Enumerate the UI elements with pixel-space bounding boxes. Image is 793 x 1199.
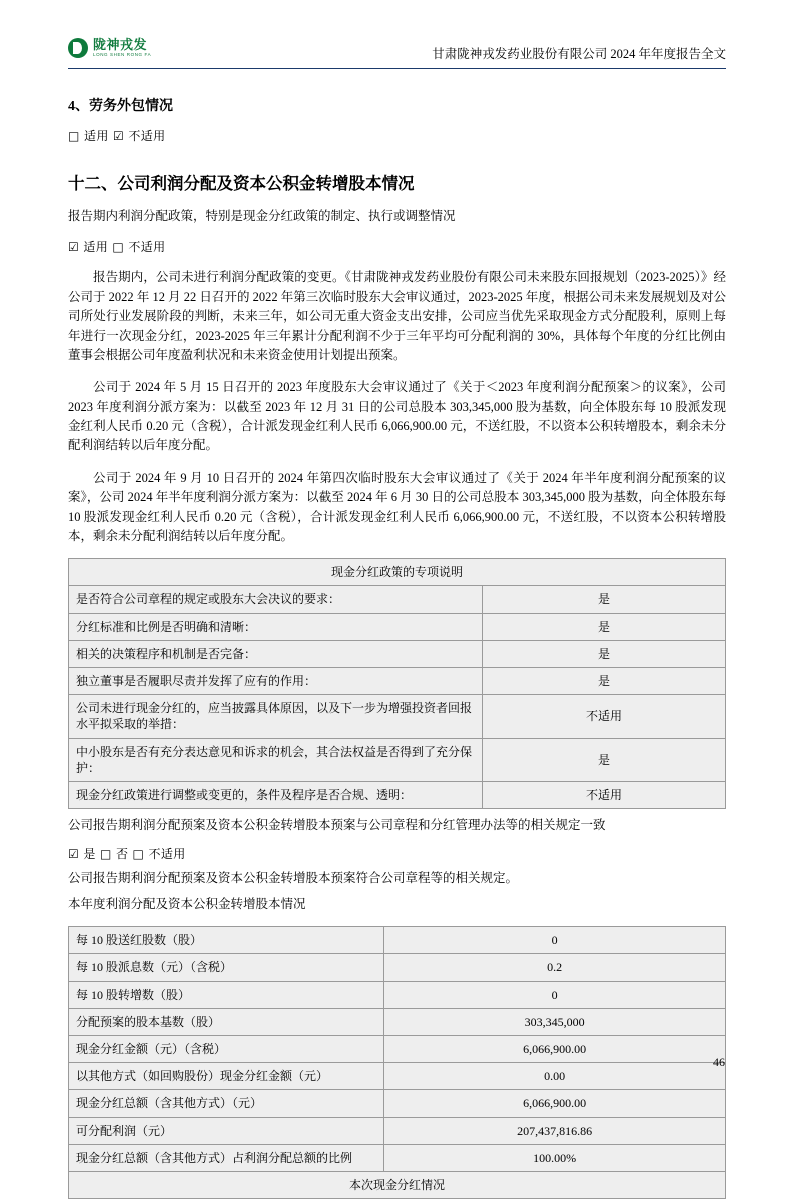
table-row bbox=[69, 640, 726, 667]
report-title: 甘肃陇神戎发药业股份有限公司 2024 年年度报告全文 bbox=[432, 47, 726, 61]
plan-consistency-applicability[interactable]: ☑ 是 □ 否 □ 不适用 bbox=[68, 846, 186, 861]
profit-paragraph-2: 公司于 2024 年 5 月 15 日召开的 2023 年度股东大会审议通过了《关于＜2023 年度利润分配预案＞的议案》，公司 2023 年度利润分派方案为：以截至 2023 年 12 月 31 日的公司总股本 303,345,000 股为基数，向全体股东每 10 股派发现金红利人民币 0.20 元（含税），合计派发现金红利人民币 6,066,900.00 元，不送红股，不以资本公积转增股本，剩余未分配利润结转以后年度分配。 bbox=[68, 380, 726, 453]
table-row bbox=[69, 1063, 726, 1090]
page-number: 46 bbox=[713, 1055, 725, 1069]
document-header bbox=[68, 38, 726, 69]
table-row bbox=[69, 1117, 726, 1144]
dividend-label: 现金分红金额（元）（含税） bbox=[69, 1036, 384, 1063]
profit-paragraph-3: 公司于 2024 年 9 月 10 日召开的 2024 年第四次临时股东大会审议通过了《关于 2024 年半年度利润分配预案的议案》，公司 2024 年半年度利润分派方案为：以截至 2024 年 6 月 30 日的公司总股本 303,345,000 股为基数，向全体股东每 10 股派发现金红利人民币 0.20 元（含税），合计派发现金红利人民币 6,066,900.00 元，不送红股，不以资本公积转增股本，剩余未分配利润结转以后年度分配。 bbox=[68, 470, 726, 543]
plan-consistency-statement: 公司报告期利润分配预案及资本公积金转增股本预案与公司章程和分红管理办法等的相关规定一致 bbox=[68, 818, 606, 833]
cash-dividend-policy-table bbox=[68, 558, 726, 809]
dividend-label: 以其他方式（如回购股份）现金分红金额（元） bbox=[69, 1063, 384, 1090]
table-header-row bbox=[69, 559, 726, 586]
policy-label: 现金分红政策进行调整或变更的，条件及程序是否合规、透明： bbox=[69, 781, 483, 808]
table-row bbox=[69, 981, 726, 1008]
policy-value: 是 bbox=[482, 586, 725, 613]
policy-label: 分红标准和比例是否明确和清晰： bbox=[69, 613, 483, 640]
table-row bbox=[69, 1036, 726, 1063]
profit-policy-intro: 报告期内利润分配政策，特别是现金分红政策的制定、执行或调整情况 bbox=[68, 209, 456, 223]
plan-compliance-statement: 公司报告期利润分配预案及资本公积金转增股本预案符合公司章程等的相关规定。 bbox=[68, 870, 519, 885]
current-year-distribution-heading: 本年度利润分配及资本公积金转增股本情况 bbox=[68, 896, 306, 911]
company-logo bbox=[68, 38, 151, 58]
table-footer-row bbox=[69, 1171, 726, 1198]
dividend-value: 6,066,900.00 bbox=[384, 1036, 726, 1063]
dividend-label: 可分配利润（元） bbox=[69, 1117, 384, 1144]
policy-label: 相关的决策程序和机制是否完备： bbox=[69, 640, 483, 667]
table-row bbox=[69, 1144, 726, 1171]
logo-chinese-name: 陇神戎发 bbox=[93, 37, 148, 53]
dividend-label: 分配预案的股本基数（股） bbox=[69, 1008, 384, 1035]
policy-value: 是 bbox=[482, 738, 725, 781]
dividend-value: 303,345,000 bbox=[384, 1008, 726, 1035]
dividend-value: 0.2 bbox=[384, 954, 726, 981]
page-content bbox=[68, 38, 726, 1199]
dividend-value: 0 bbox=[384, 981, 726, 1008]
table-row bbox=[69, 586, 726, 613]
profit-policy-applicability[interactable]: ☑ 适用 □ 不适用 bbox=[68, 240, 166, 255]
table-row bbox=[69, 954, 726, 981]
policy-label: 中小股东是否有充分表达意见和诉求的机会，其合法权益是否得到了充分保护： bbox=[69, 738, 483, 781]
policy-label: 公司未进行现金分红的，应当披露具体原因，以及下一步为增强投资者回报水平拟采取的举措： bbox=[69, 695, 483, 738]
table-row bbox=[69, 738, 726, 781]
dividend-label: 每 10 股送红股数（股） bbox=[69, 927, 384, 954]
dividend-label: 每 10 股转增数（股） bbox=[69, 981, 384, 1008]
labor-outsourcing-applicability[interactable]: □ 适用 ☑ 不适用 bbox=[68, 129, 166, 143]
dividend-value: 100.00% bbox=[384, 1144, 726, 1171]
table-row bbox=[69, 927, 726, 954]
policy-value: 不适用 bbox=[482, 781, 725, 808]
policy-value: 是 bbox=[482, 640, 725, 667]
table-row bbox=[69, 695, 726, 738]
dividend-label: 现金分红总额（含其他方式）（元） bbox=[69, 1090, 384, 1117]
dividend-label: 现金分红总额（含其他方式）占利润分配总额的比例 bbox=[69, 1144, 384, 1171]
policy-value: 是 bbox=[482, 668, 725, 695]
policy-label: 是否符合公司章程的规定或股东大会决议的要求： bbox=[69, 586, 483, 613]
policy-value: 是 bbox=[482, 613, 725, 640]
section-heading-labor-outsourcing: 4、劳务外包情况 bbox=[68, 99, 173, 114]
policy-value: 不适用 bbox=[482, 695, 725, 738]
current-year-dividend-table bbox=[68, 926, 726, 1199]
dividend-value: 6,066,900.00 bbox=[384, 1090, 726, 1117]
table-row bbox=[69, 1090, 726, 1117]
table-row bbox=[69, 613, 726, 640]
policy-table-title: 现金分红政策的专项说明 bbox=[69, 559, 726, 586]
dividend-value: 0.00 bbox=[384, 1063, 726, 1090]
table-row bbox=[69, 1008, 726, 1035]
logo-english-name: LONG SHEN RONG FA bbox=[93, 51, 152, 57]
leaf-logo-icon bbox=[68, 38, 88, 58]
dividend-label: 每 10 股派息数（元）（含税） bbox=[69, 954, 384, 981]
dividend-table-footer-title: 本次现金分红情况 bbox=[69, 1171, 726, 1198]
policy-label: 独立董事是否履职尽责并发挥了应有的作用： bbox=[69, 668, 483, 695]
dividend-value: 0 bbox=[384, 927, 726, 954]
profit-paragraph-1: 报告期内，公司未进行利润分配政策的变更。《甘肃陇神戎发药业股份有限公司未来股东回报规划（2023-2025）》经公司于 2022 年 12 月 22 日召开的 2022 年第三次临时股东大会审议通过，2023-2025 年度，根据公司未来发展规划及对公司所处行业发展阶段的判断，未来三年，如公司无重大资金支出安排，公司应当优先采取现金方式分配股利，原则上每年进行一次现金分红，2023-2025 年三年累计分配利润不少于三年平均可分配利润的 30%，具体每个年度的分红比例由董事会根据公司年度盈利状况和未来资金使用计划提出预案。 bbox=[68, 270, 726, 362]
logo-text bbox=[93, 38, 151, 57]
table-row bbox=[69, 781, 726, 808]
dividend-value: 207,437,816.86 bbox=[384, 1117, 726, 1144]
table-row bbox=[69, 668, 726, 695]
chapter-heading-profit-distribution: 十二、公司利润分配及资本公积金转增股本情况 bbox=[68, 174, 415, 193]
